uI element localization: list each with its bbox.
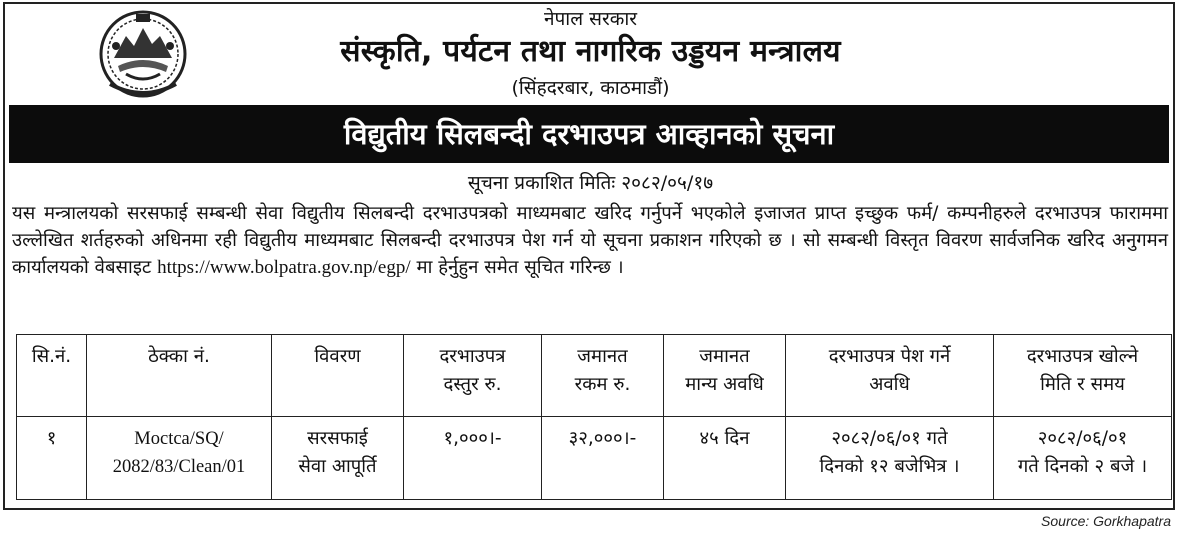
- publication-date: सूचना प्रकाशित मितिः २०८२/०५/१७: [467, 172, 714, 194]
- header-bond-amount: जमानत रकम रु.: [542, 335, 664, 417]
- cell-description: सरसफाई सेवा आपूर्ति: [272, 417, 404, 500]
- notice-title-banner: [9, 105, 1169, 163]
- tender-table: [16, 334, 1172, 500]
- header-contract-no: ठेक्का नं.: [87, 335, 272, 417]
- cell-fee: १,०००।-: [404, 417, 542, 500]
- cell-submission-period: २०८२/०६/०१ गते दिनको १२ बजेभित्र ।: [786, 417, 994, 500]
- header-sn: सि.नं.: [17, 335, 87, 417]
- source-credit: Source: Gorkhapatra: [1041, 513, 1171, 529]
- header-submission-period: दरभाउपत्र पेश गर्ने अवधि: [786, 335, 994, 417]
- notice-title: विद्युतीय सिलबन्दी दरभाउपत्र आव्हानको सूचना: [343, 117, 835, 151]
- header-fee: दरभाउपत्र दस्तुर रु.: [404, 335, 542, 417]
- government-name: नेपाल सरकार: [543, 8, 638, 30]
- cell-contract-no: Moctca/SQ/ 2082/83/Clean/01: [87, 417, 272, 500]
- cell-sn: १: [17, 417, 87, 500]
- cell-opening-date: २०८२/०६/०१ गते दिनको २ बजे ।: [994, 417, 1172, 500]
- bolpatra-link[interactable]: https://www.bolpatra.gov.np/egp/: [157, 257, 411, 278]
- notice-body-closing: मा हेर्नुहुन समेत सूचित गरिन्छ ।: [416, 257, 624, 278]
- header-bond-validity: जमानत मान्य अवधि: [664, 335, 786, 417]
- notice-body-text: यस मन्त्रालयको सरसफाई सम्बन्धी सेवा विद्युतीय सिलबन्दी दरभाउपत्रको माध्यमबाट खरिद गर्नुपर्ने भएकोले इजाजत प्राप्त इच्छुक फर्म/ कम्पनीहरुले दरभाउपत्र फाराममा उल्लेखित शर्तहरुको अधिनमा रही विद्युतीय माध्यमबाट सिलबन्दी दरभाउपत्र पेश गर्न यो सूचना प्रकाशन गरिएको छ । सो सम्बन्धी विस्तृत विवरण सार्वजनिक खरिद अनुगमन कार्यालयको वेबसाइट: [12, 203, 1168, 278]
- ministry-name: संस्कृति, पर्यटन तथा नागरिक उड्डयन मन्त्रालय: [340, 34, 841, 69]
- notice-body: [12, 200, 1168, 281]
- header-opening-date: दरभाउपत्र खोल्ने मिति र समय: [994, 335, 1172, 417]
- header-description: विवरण: [272, 335, 404, 417]
- cell-bond-validity: ४५ दिन: [664, 417, 786, 500]
- table-header-row: [17, 335, 1172, 417]
- ministry-address: (सिंहदरबार, काठमाडौं): [511, 77, 670, 99]
- cell-bond-amount: ३२,०००।-: [542, 417, 664, 500]
- table-row: [17, 417, 1172, 500]
